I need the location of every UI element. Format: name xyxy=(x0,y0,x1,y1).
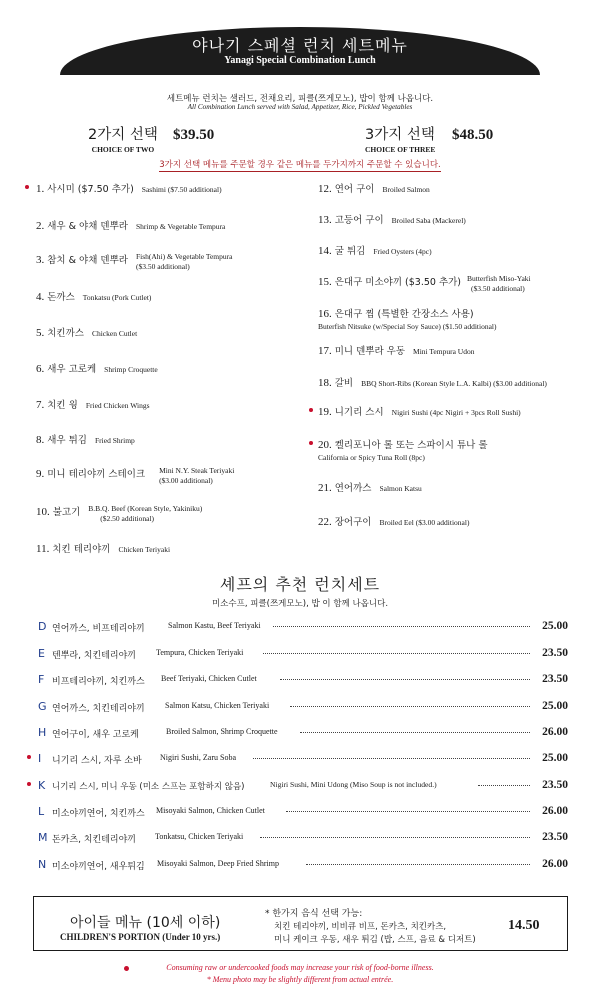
combo-row xyxy=(38,752,568,766)
dot-leader xyxy=(260,837,530,838)
item-number: 10. xyxy=(36,506,50,518)
set-item xyxy=(36,218,225,233)
item-korean: 연어까스 xyxy=(334,483,372,494)
combo-korean: 연어까스, 비프테리야끼 xyxy=(52,624,145,634)
set-item xyxy=(36,181,222,196)
children-options-line2: 미니 케이크 우동, 새우 튀김 (밥, 스프, 음료 & 디저트) xyxy=(274,935,476,945)
item-english-block xyxy=(159,466,234,486)
item-number: 4. xyxy=(36,291,45,303)
set-item xyxy=(36,361,158,376)
choice-three-en: CHOICE OF THREE xyxy=(365,145,436,154)
item-korean: 새우 고로케 xyxy=(47,364,97,375)
item-surcharge: ($2.50 additional) xyxy=(100,514,155,523)
featured-dot xyxy=(27,755,31,759)
combo-korean: 니기리 스시, 미니 우동 (미소 스프는 포함하지 않음) xyxy=(52,782,245,792)
combo-english: Beef Teriyaki, Chicken Cutlet xyxy=(161,674,257,683)
combo-row xyxy=(38,858,568,872)
combo-english: Salmon Kastu, Beef Teriyaki xyxy=(168,621,261,630)
chef-section-subtitle: 미소수프, 피클(쯔게모노), 밥 이 함께 나옵니다. xyxy=(211,599,389,609)
item-number: 7. xyxy=(36,399,45,411)
combo-english: Broiled Salmon, Shrimp Croquette xyxy=(166,727,278,736)
item-number: 8. xyxy=(36,434,45,446)
choice-three-price: $48.50 xyxy=(452,127,494,143)
combo-korean: 니기리 스시, 자루 소바 xyxy=(52,756,142,766)
item-korean: 켈리포니아 롤 또는 스파이시 튜나 롤 xyxy=(334,440,488,451)
item-english: BBQ Short-Ribs (Korean Style L.A. Kalbi) ($3.00 additional) xyxy=(361,379,547,388)
item-number: 5. xyxy=(36,327,45,339)
combo-korean: 연어구이, 새우 고로케 xyxy=(52,730,139,740)
item-korean: 돈까스 xyxy=(47,292,75,303)
combo-letter: I xyxy=(38,752,42,765)
photo-disclaimer: * Menu photo may be slightly different from actual entrée. xyxy=(206,975,394,984)
combo-price: 23.50 xyxy=(542,647,568,659)
dot-leader xyxy=(253,758,530,759)
item-english: Broiled Eel ($3.00 additional) xyxy=(379,518,470,527)
item-number: 1. xyxy=(36,183,45,195)
item-number: 14. xyxy=(318,245,332,257)
set-item xyxy=(36,397,150,412)
order-notice xyxy=(0,158,600,170)
item-english: Chicken Cutlet xyxy=(91,329,138,338)
food-safety-warning: Consuming raw or undercooked foods may increase your risk of food-borne illness. xyxy=(166,963,434,972)
chef-section-title: 셰프의 추천 런치세트 xyxy=(219,575,381,594)
set-item xyxy=(318,514,469,529)
set-item xyxy=(318,212,466,227)
featured-dot xyxy=(25,185,29,189)
item-number: 3. xyxy=(36,254,45,266)
combo-letter: H xyxy=(38,726,47,739)
set-item xyxy=(36,432,135,447)
dot-leader xyxy=(286,811,530,812)
item-korean: 미니 덴뿌라 우동 xyxy=(334,346,406,357)
set-item xyxy=(318,274,531,294)
order-notice-text: 3가지 선택 메뉴를 주문할 경우 같은 메뉴를 두가지까지 주문할 수 있습니다. xyxy=(159,160,441,170)
item-korean: 치킨 윙 xyxy=(47,400,78,411)
item-english: Buterfish Nitsuke (w/Special Soy Sauce) ($1.50 additional) xyxy=(318,322,497,331)
set-item xyxy=(318,343,474,358)
dot-leader xyxy=(273,626,530,627)
item-number: 18. xyxy=(318,377,332,389)
combo-price: 23.50 xyxy=(542,831,568,843)
set-item xyxy=(36,504,202,524)
item-english-block xyxy=(88,504,202,524)
item-korean: 사시미 ($7.50 추가) xyxy=(47,184,134,195)
choice-two-price: $39.50 xyxy=(173,127,215,143)
dot-leader xyxy=(306,864,530,865)
item-number: 16. xyxy=(318,308,332,320)
item-number: 13. xyxy=(318,214,332,226)
item-number: 9. xyxy=(36,468,45,480)
combo-price: 23.50 xyxy=(542,779,568,791)
item-english: Salmon Katsu xyxy=(379,484,422,493)
set-item xyxy=(318,243,432,258)
item-korean: 새우 튀김 xyxy=(47,435,87,446)
intro-korean: 세트메뉴 런치는 샐러드, 전채요리, 피클(쯔게모노), 밥이 함께 나옵니다. xyxy=(166,94,434,104)
item-korean: 새우 & 야채 덴뿌라 xyxy=(47,221,128,232)
item-number: 15. xyxy=(318,276,332,288)
combo-letter: F xyxy=(38,673,45,686)
dot-leader xyxy=(280,679,530,680)
combo-row xyxy=(38,726,568,740)
combo-price: 25.00 xyxy=(542,700,568,712)
combo-row xyxy=(38,700,568,714)
combo-english: Nigiri Sushi, Zaru Soba xyxy=(160,753,236,762)
featured-dot xyxy=(309,441,313,445)
item-english: Chicken Teriyaki xyxy=(118,545,171,554)
page-subtitle: Yanagi Special Combination Lunch xyxy=(224,55,376,66)
combo-letter: G xyxy=(38,700,47,713)
item-english: California or Spicy Tuna Roll (8pc) xyxy=(318,453,425,462)
set-item xyxy=(318,404,521,419)
item-korean: 미니 테리야끼 스테이크 xyxy=(47,469,146,480)
choice-two-label: 2가지 선택 xyxy=(88,127,158,143)
children-choice-heading: * 한가지 음식 선택 가능: xyxy=(265,909,363,919)
item-korean: 니기리 스시 xyxy=(334,407,384,418)
set-item xyxy=(36,466,234,486)
combo-korean: 비프테리야끼, 치킨까스 xyxy=(52,677,145,687)
set-item xyxy=(318,375,547,390)
combo-english: Salmon Katsu, Chicken Teriyaki xyxy=(165,701,270,710)
combo-row xyxy=(38,620,568,634)
item-english: Shrimp & Vegetable Tempura xyxy=(135,222,226,231)
item-korean: 연어 구이 xyxy=(334,184,375,195)
item-english: Fried Shrimp xyxy=(94,436,135,445)
combo-price: 25.00 xyxy=(542,752,568,764)
combo-row xyxy=(38,673,568,687)
combo-korean: 돈카츠, 치킨테리야끼 xyxy=(52,835,136,845)
combo-english: Misoyaki Salmon, Deep Fried Shrimp xyxy=(157,859,279,868)
combo-english: Tempura, Chicken Teriyaki xyxy=(156,648,244,657)
item-english-block xyxy=(136,252,232,272)
dot-leader xyxy=(263,653,530,654)
set-item xyxy=(36,541,170,556)
item-number: 20. xyxy=(318,439,332,451)
item-english: Tonkatsu (Pork Cutlet) xyxy=(82,293,152,302)
item-surcharge: ($3.50 additional) xyxy=(471,284,525,293)
set-item xyxy=(36,252,232,272)
item-english: Butterfish Miso-Yaki xyxy=(467,274,531,283)
combo-english: Misoyaki Salmon, Chicken Cutlet xyxy=(156,806,265,815)
item-english: Mini N.Y. Steak Teriyaki xyxy=(159,466,235,475)
combo-row xyxy=(38,647,568,661)
item-number: 12. xyxy=(318,183,332,195)
featured-dot xyxy=(27,782,31,786)
item-number: 21. xyxy=(318,482,332,494)
item-english: Fish(Ahi) & Vegetable Tempura xyxy=(135,252,233,261)
combo-letter: D xyxy=(38,620,47,633)
item-english: Shrimp Croquette xyxy=(104,365,158,374)
item-number: 22. xyxy=(318,516,332,528)
set-item xyxy=(318,181,430,196)
combo-korean: 미소야끼연어, 치킨까스 xyxy=(52,809,145,819)
item-english: Broiled Saba (Mackerel) xyxy=(391,216,466,225)
item-korean: 치킨 테리야끼 xyxy=(52,544,111,555)
item-korean: 장어구이 xyxy=(334,517,372,528)
item-english: Sashimi ($7.50 additional) xyxy=(141,185,222,194)
combo-letter: K xyxy=(38,779,46,792)
combo-price: 23.50 xyxy=(542,673,568,685)
set-item xyxy=(318,480,422,495)
dot-leader xyxy=(290,706,530,707)
item-korean: 치킨까스 xyxy=(47,328,84,339)
item-korean: 참치 & 야채 덴뿌라 xyxy=(47,255,128,266)
item-english: Fried Oysters (4pc) xyxy=(373,247,432,256)
dot-leader xyxy=(300,732,530,733)
combo-price: 25.00 xyxy=(542,620,568,632)
page-title: 야나기 스페셜 런치 세트메뉴 xyxy=(192,36,408,55)
combo-row xyxy=(38,805,568,819)
set-item xyxy=(318,437,488,464)
choice-two xyxy=(88,123,215,154)
combo-korean: 연어까스, 치킨테리야끼 xyxy=(52,704,145,714)
item-number: 19. xyxy=(318,406,332,418)
combo-korean: 텐뿌라, 치킨테리야끼 xyxy=(52,651,136,661)
item-english-block xyxy=(467,274,531,294)
combo-price: 26.00 xyxy=(542,726,568,738)
choice-two-en: CHOICE OF TWO xyxy=(91,145,155,154)
intro-english: All Combination Lunch served with Salad, Appetizer, Rice, Pickled Vegetables xyxy=(187,103,413,111)
combo-letter: L xyxy=(38,805,45,818)
combo-price: 26.00 xyxy=(542,858,568,870)
item-number: 17. xyxy=(318,345,332,357)
children-title-english: CHILDREN'S PORTION (Under 10 yrs.) xyxy=(60,932,221,942)
children-options-line1: 치킨 테리야끼, 비비큐 비프, 돈카츠, 치킨카츠, xyxy=(274,922,447,932)
combo-english: Nigiri Sushi, Mini Udong (Miso Soup is not included.) xyxy=(270,780,437,789)
item-english: Broiled Salmon xyxy=(382,185,430,194)
choice-three-label: 3가지 선택 xyxy=(365,127,435,143)
dot-leader xyxy=(478,785,530,786)
combo-price: 26.00 xyxy=(542,805,568,817)
item-korean: 고등어 구이 xyxy=(334,215,384,226)
item-korean: 은대구 미소야끼 ($3.50 추가) xyxy=(334,277,462,288)
combo-letter: E xyxy=(38,647,45,660)
combo-row xyxy=(38,779,568,793)
item-number: 11. xyxy=(36,543,50,555)
item-korean: 불고기 xyxy=(52,507,81,518)
item-english: B.B.Q. Beef (Korean Style, Yakiniku) xyxy=(88,504,203,513)
item-korean: 굴 튀김 xyxy=(334,246,366,257)
item-korean: 은대구 찜 (특별한 간장소스 사용) xyxy=(334,309,474,320)
combo-letter: M xyxy=(38,831,48,844)
item-surcharge: ($3.00 additional) xyxy=(159,476,213,485)
item-english: Nigiri Sushi (4pc Nigiri + 3pcs Roll Sushi) xyxy=(391,408,521,417)
featured-dot xyxy=(309,408,313,412)
combo-english: Tonkatsu, Chicken Teriyaki xyxy=(155,832,244,841)
set-item xyxy=(36,325,137,340)
item-english: Fried Chicken Wings xyxy=(85,401,150,410)
set-item xyxy=(318,306,497,333)
item-number: 2. xyxy=(36,220,45,232)
children-price: 14.50 xyxy=(508,918,540,933)
combo-row xyxy=(38,831,568,845)
set-item xyxy=(36,289,151,304)
item-surcharge: ($3.50 additional) xyxy=(135,262,190,271)
children-title-korean: 아이들 메뉴 (10세 이하) xyxy=(70,915,221,931)
item-number: 6. xyxy=(36,363,45,375)
combo-korean: 미소야끼연어, 새우튀김 xyxy=(52,862,145,872)
choice-three xyxy=(365,123,494,154)
combo-letter: N xyxy=(38,858,47,871)
item-korean: 갈비 xyxy=(334,378,354,389)
item-english: Mini Tempura Udon xyxy=(413,347,475,356)
